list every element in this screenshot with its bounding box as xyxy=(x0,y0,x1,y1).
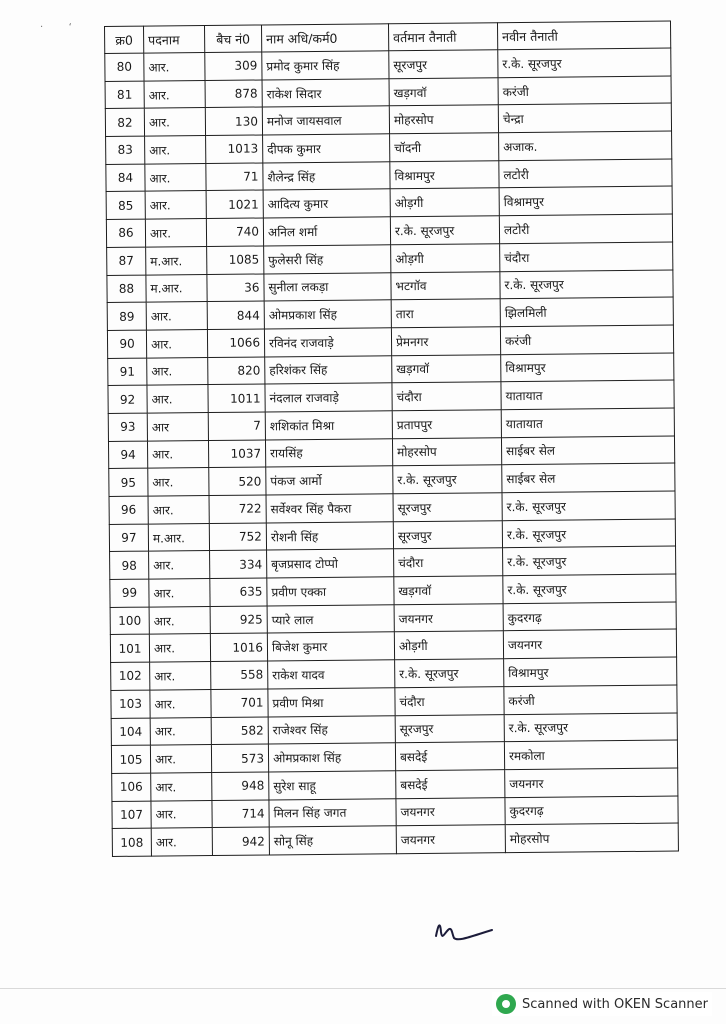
cell-badge-number: 1016 xyxy=(210,633,267,661)
cell-name: सुनीला लकड़ा xyxy=(264,272,391,301)
cell-current-posting: र.के. सूरजपुर xyxy=(390,216,499,245)
cell-name: ओमप्रकाश सिंह xyxy=(264,300,391,329)
cell-name: बृजप्रसाद टोप्पो xyxy=(267,549,394,578)
cell-badge-number: 701 xyxy=(211,689,268,717)
cell-badge-number: 740 xyxy=(206,218,263,246)
cell-badge-number: 844 xyxy=(207,301,264,329)
cell-rank: आर. xyxy=(149,634,210,662)
cell-new-posting: साईबर सेल xyxy=(501,436,674,465)
cell-serial: 107 xyxy=(112,801,151,829)
cell-serial: 108 xyxy=(112,828,151,856)
header-rank: पदनाम xyxy=(144,26,205,54)
cell-current-posting: चंदौरा xyxy=(394,548,503,577)
cell-name: आदित्य कुमार xyxy=(263,189,390,218)
cell-badge-number: 7 xyxy=(208,412,265,440)
cell-new-posting: जयनगर xyxy=(505,768,678,797)
cell-new-posting: यातायात xyxy=(501,380,674,409)
cell-new-posting: करंजी xyxy=(500,325,673,354)
cell-name: रायसिंह xyxy=(265,438,392,467)
header-name: नाम अधि/कर्म0 xyxy=(261,24,388,52)
cell-name: नंदलाल राजवाड़े xyxy=(265,383,392,412)
cell-name: पंकज आर्मो xyxy=(266,466,393,495)
cell-current-posting: तारा xyxy=(391,299,500,328)
cell-rank: आर xyxy=(147,412,208,440)
cell-serial: 89 xyxy=(107,302,146,330)
scanner-watermark xyxy=(492,992,712,1016)
cell-serial: 86 xyxy=(106,219,145,247)
cell-current-posting: मोहरसोप xyxy=(389,105,498,134)
cell-current-posting: ओड़गी xyxy=(391,244,500,273)
cell-serial: 95 xyxy=(109,468,148,496)
signature-mark xyxy=(432,912,496,948)
table-row xyxy=(112,823,678,856)
cell-current-posting: खड़गवॉ xyxy=(394,576,503,605)
cell-serial: 105 xyxy=(111,745,150,773)
cell-new-posting: विश्रामपुर xyxy=(499,186,672,215)
cell-new-posting: झिलमिली xyxy=(500,297,673,326)
cell-name: मनोज जायसवाल xyxy=(262,106,389,135)
cell-badge-number: 635 xyxy=(210,578,267,606)
cell-rank: आर. xyxy=(147,357,208,385)
header-current-posting: वर्तमान तैनाती xyxy=(388,23,497,51)
cell-badge-number: 309 xyxy=(205,52,262,80)
cell-name: रविनंद राजवाड़े xyxy=(264,328,391,357)
cell-new-posting: र.के. सूरजपुर xyxy=(502,519,675,548)
cell-current-posting: चंदौरा xyxy=(392,382,501,411)
cell-new-posting: र.के. सूरजपुर xyxy=(504,713,677,742)
cell-name: प्रवीण एक्का xyxy=(267,577,394,606)
cell-badge-number: 573 xyxy=(211,744,268,772)
cell-current-posting: जयनगर xyxy=(394,603,503,632)
cell-current-posting: बसदेई xyxy=(395,742,504,771)
cell-name: शैलेन्द्र सिंह xyxy=(263,162,390,191)
cell-name: रोशनी सिंह xyxy=(266,521,393,550)
cell-badge-number: 334 xyxy=(210,550,267,578)
cell-badge-number: 878 xyxy=(205,80,262,108)
cell-serial: 94 xyxy=(108,441,147,469)
header-badge-number: बैच नं0 xyxy=(205,25,262,53)
cell-rank: आर. xyxy=(150,689,211,717)
cell-name: मिलन सिंह जगत xyxy=(269,798,396,827)
cell-current-posting: प्रेमनगर xyxy=(391,327,500,356)
cell-badge-number: 942 xyxy=(212,827,269,855)
cell-name: प्रवीण मिश्रा xyxy=(268,688,395,717)
cell-current-posting: चॉदनी xyxy=(390,133,499,162)
cell-new-posting: कुदरगढ़ xyxy=(505,796,678,825)
cell-rank: आर. xyxy=(145,136,206,164)
cell-name: राकेश यादव xyxy=(268,660,395,689)
cell-name: सुरेश साहू xyxy=(269,771,396,800)
cell-badge-number: 520 xyxy=(209,467,266,495)
cell-current-posting: बसदेई xyxy=(396,770,505,799)
cell-rank: आर. xyxy=(149,579,210,607)
cell-new-posting: र.के. सूरजपुर xyxy=(503,574,676,603)
cell-badge-number: 1085 xyxy=(207,246,264,274)
cell-badge-number: 36 xyxy=(207,273,264,301)
watermark-text: Scanned with OKEN Scanner xyxy=(522,996,708,1012)
cell-current-posting: खड़गवॉ xyxy=(389,77,498,106)
cell-new-posting: करंजी xyxy=(504,685,677,714)
cell-rank: आर. xyxy=(144,80,205,108)
cell-rank: आर. xyxy=(148,468,209,496)
cell-name: फुलेसरी सिंह xyxy=(264,245,391,274)
cell-current-posting: जयनगर xyxy=(396,825,505,854)
cell-new-posting: लटोरी xyxy=(499,214,672,243)
cell-serial: 91 xyxy=(108,358,147,386)
header-serial: क्र0 xyxy=(105,26,144,53)
cell-serial: 83 xyxy=(106,136,145,164)
cell-badge-number: 820 xyxy=(208,357,265,385)
cell-current-posting: र.के. सूरजपुर xyxy=(395,659,504,688)
cell-badge-number: 714 xyxy=(212,800,269,828)
cell-serial: 98 xyxy=(110,551,149,579)
cell-name: राजेश्वर सिंह xyxy=(268,715,395,744)
cell-rank: आर. xyxy=(146,302,207,330)
cell-serial: 85 xyxy=(106,192,145,220)
cell-new-posting: विश्रामपुर xyxy=(501,353,674,382)
cell-current-posting: सूरजपुर xyxy=(393,493,502,522)
cell-new-posting: विश्रामपुर xyxy=(504,657,677,686)
cell-rank: आर. xyxy=(145,219,206,247)
cell-new-posting: चेन्द्रा xyxy=(498,103,671,132)
cell-current-posting: प्रतापपुर xyxy=(392,410,501,439)
cell-current-posting: सूरजपुर xyxy=(393,520,502,549)
cell-current-posting: खड़गवॉ xyxy=(392,354,501,383)
cell-rank: आर. xyxy=(151,828,212,856)
cell-rank: आर. xyxy=(151,800,212,828)
cell-badge-number: 948 xyxy=(212,772,269,800)
cell-serial: 84 xyxy=(106,164,145,192)
cell-rank: आर. xyxy=(149,606,210,634)
cell-badge-number: 130 xyxy=(205,107,262,135)
cell-rank: आर. xyxy=(150,717,211,745)
cell-rank: म.आर. xyxy=(148,523,209,551)
cell-serial: 92 xyxy=(108,385,147,413)
cell-badge-number: 722 xyxy=(209,495,266,523)
cell-serial: 93 xyxy=(108,413,147,441)
scanner-logo-icon xyxy=(496,994,516,1014)
cell-name: हरिशंकर सिंह xyxy=(265,355,392,384)
cell-current-posting: भटगॉव xyxy=(391,271,500,300)
cell-name: अनिल शर्मा xyxy=(263,217,390,246)
cell-badge-number: 71 xyxy=(206,163,263,191)
cell-rank: आर. xyxy=(147,385,208,413)
cell-current-posting: मोहरसोप xyxy=(392,437,501,466)
cell-current-posting: सूरजपुर xyxy=(395,714,504,743)
cell-serial: 102 xyxy=(111,662,150,690)
cell-serial: 90 xyxy=(107,330,146,358)
cell-name: सोनू सिंह xyxy=(269,826,396,855)
cell-serial: 87 xyxy=(107,247,146,275)
cell-new-posting: करंजी xyxy=(498,76,671,105)
cell-serial: 101 xyxy=(110,635,149,663)
cell-new-posting: अजाक. xyxy=(499,131,672,160)
cell-new-posting: साईबर सेल xyxy=(502,463,675,492)
cell-serial: 82 xyxy=(105,108,144,136)
header-new-posting: नवीन तैनाती xyxy=(497,21,670,50)
cell-name: प्रमोद कुमार सिंह xyxy=(262,51,389,80)
cell-badge-number: 925 xyxy=(210,606,267,634)
cell-serial: 96 xyxy=(109,496,148,524)
cell-current-posting: ओड़गी xyxy=(394,631,503,660)
cell-serial: 100 xyxy=(110,607,149,635)
cell-rank: आर. xyxy=(145,163,206,191)
scan-edge-line xyxy=(0,988,726,989)
cell-rank: आर. xyxy=(151,772,212,800)
cell-rank: आर. xyxy=(150,745,211,773)
cell-new-posting: यातायात xyxy=(501,408,674,437)
cell-serial: 80 xyxy=(105,53,144,81)
cell-name: सर्वेश्वर सिंह पैकरा xyxy=(266,494,393,523)
cell-new-posting: कुदरगढ़ xyxy=(503,602,676,631)
cell-badge-number: 1013 xyxy=(206,135,263,163)
cell-name: राकेश सिदार xyxy=(262,78,389,107)
cell-badge-number: 1011 xyxy=(208,384,265,412)
transfer-table xyxy=(104,21,679,857)
cell-rank: आर. xyxy=(144,53,205,81)
transfer-table-wrapper xyxy=(104,21,672,857)
table-body xyxy=(105,48,679,856)
cell-current-posting: र.के. सूरजपुर xyxy=(393,465,502,494)
cell-rank: आर. xyxy=(148,496,209,524)
cell-current-posting: चंदौरा xyxy=(395,687,504,716)
cell-rank: आर. xyxy=(145,191,206,219)
cell-current-posting: जयनगर xyxy=(396,797,505,826)
cell-serial: 88 xyxy=(107,275,146,303)
cell-badge-number: 1066 xyxy=(207,329,264,357)
cell-rank: म.आर. xyxy=(146,246,207,274)
cell-current-posting: ओड़गी xyxy=(390,188,499,217)
cell-badge-number: 558 xyxy=(211,661,268,689)
cell-new-posting: जयनगर xyxy=(503,629,676,658)
scan-specks: · ‘ xyxy=(40,22,72,33)
cell-serial: 97 xyxy=(109,524,148,552)
cell-badge-number: 752 xyxy=(209,523,266,551)
cell-rank: आर. xyxy=(150,662,211,690)
cell-rank: आर. xyxy=(146,329,207,357)
cell-rank: म.आर. xyxy=(146,274,207,302)
cell-serial: 81 xyxy=(105,81,144,109)
cell-name: ओमप्रकाश सिंह xyxy=(268,743,395,772)
cell-badge-number: 582 xyxy=(211,716,268,744)
cell-rank: आर. xyxy=(144,108,205,136)
cell-serial: 99 xyxy=(110,579,149,607)
cell-new-posting: र.के. सूरजपुर xyxy=(500,270,673,299)
cell-serial: 103 xyxy=(111,690,150,718)
cell-name: बिजेश कुमार xyxy=(267,632,394,661)
cell-new-posting: चंदौरा xyxy=(500,242,673,271)
cell-rank: आर. xyxy=(147,440,208,468)
cell-new-posting: लटोरी xyxy=(499,159,672,188)
cell-new-posting: र.के. सूरजपुर xyxy=(503,546,676,575)
cell-new-posting: र.के. सूरजपुर xyxy=(498,48,671,77)
cell-badge-number: 1021 xyxy=(206,190,263,218)
cell-new-posting: र.के. सूरजपुर xyxy=(502,491,675,520)
cell-serial: 104 xyxy=(111,718,150,746)
cell-current-posting: विश्रामपुर xyxy=(390,160,499,189)
cell-name: प्यारे लाल xyxy=(267,604,394,633)
cell-rank: आर. xyxy=(149,551,210,579)
cell-badge-number: 1037 xyxy=(208,440,265,468)
cell-new-posting: मोहरसोप xyxy=(505,823,678,852)
cell-name: दीपक कुमार xyxy=(263,134,390,163)
cell-new-posting: रमकोला xyxy=(504,740,677,769)
cell-current-posting: सूरजपुर xyxy=(389,50,498,79)
cell-name: शशिकांत मिश्रा xyxy=(265,411,392,440)
cell-serial: 106 xyxy=(112,773,151,801)
